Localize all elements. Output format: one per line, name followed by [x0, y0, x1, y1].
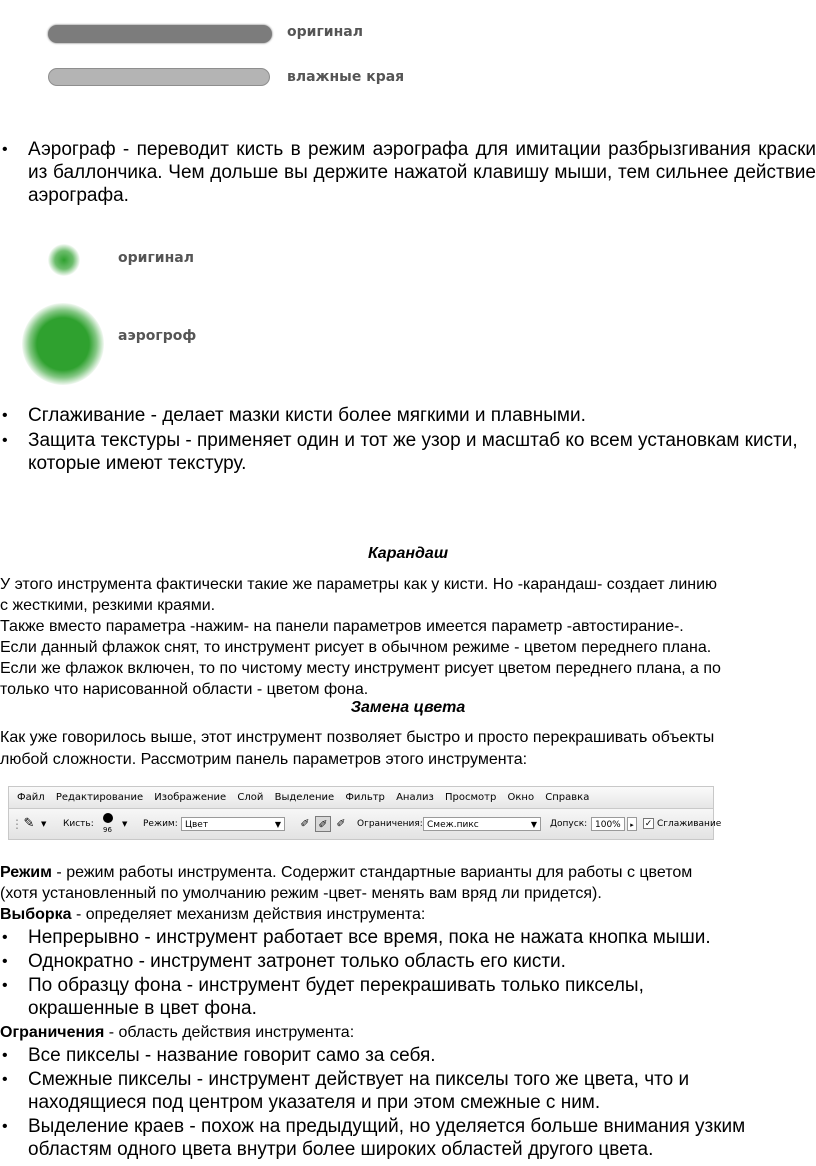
tolerance-slider-arrow-icon[interactable]: ▸: [627, 817, 637, 831]
menu-edit[interactable]: Редактирование: [55, 792, 144, 803]
brush-size-value: 96: [103, 826, 112, 834]
tool-preset-arrow-icon[interactable]: ▼: [41, 820, 47, 828]
original-dot: [48, 244, 80, 276]
limits-select[interactable]: [423, 817, 541, 831]
original-stroke: [48, 25, 272, 43]
chevron-down-icon: ▼: [274, 820, 281, 829]
menu-analysis[interactable]: Анализ: [396, 792, 434, 803]
limits-label: Ограничения:: [357, 819, 423, 829]
limits-edges-item: • Выделение краев - похож на предыдущий, но уделяется больше внимания узким областям одного цвета внутри более широких областей другого цвета.: [0, 1115, 800, 1161]
mode-desc-text: - режим работы инструмента. Содержит стандартные варианты для работы с цветом: [51, 864, 693, 881]
color-replace-heading: Замена цвета: [350, 699, 466, 716]
menu-layer[interactable]: Слой: [237, 792, 264, 803]
limits-contiguous-item: • Смежные пикселы - инструмент действует на пикселы того же цвета, что и находящиеся под центром указателя и при этом смежные с ним.: [0, 1068, 783, 1114]
original-stroke-label: оригинал: [287, 24, 363, 40]
mode-term: Режим: [0, 864, 52, 881]
wet-edges-stroke: [48, 68, 270, 86]
tolerance-input[interactable]: [591, 817, 625, 831]
sampling-background-icon[interactable]: ✐: [336, 817, 346, 830]
mode-select[interactable]: [181, 817, 285, 831]
pencil-line-3: Также вместо параметра -нажим- на панели параметров имеется параметр -автостирание-.: [0, 618, 684, 635]
sampling-continuous-item: • Непрерывно - инструмент работает все время, пока не нажата кнопка мыши.: [0, 926, 760, 949]
color-replace-tool-icon[interactable]: ✎: [23, 816, 35, 831]
menu-view[interactable]: Просмотр: [445, 792, 497, 803]
sampling-once-icon[interactable]: ✐: [315, 816, 331, 832]
brush-label: Кисть:: [63, 819, 94, 829]
menu-bar: [9, 787, 713, 809]
limits-desc: [0, 1022, 816, 1043]
airbrush-original-label: оригинал: [118, 250, 194, 266]
airbrush-item: • Аэрограф - переводит кисть в режим аэрографа для имитации разбрызгивания краски из баллончика. Чем дольше вы держите нажатой клавишу мыши, тем сильнее действие аэрографа.: [0, 138, 816, 207]
brush-options-list: [0, 404, 816, 475]
tolerance-label: Допуск:: [550, 819, 588, 829]
sampling-continuous-icon[interactable]: ✐: [300, 817, 310, 830]
pencil-line-2: с жесткими, резкими краями.: [0, 597, 216, 614]
menu-image[interactable]: Изображение: [154, 792, 227, 803]
grip-icon: ⋮: [11, 817, 23, 831]
menu-file[interactable]: Файл: [17, 792, 45, 803]
pencil-heading: Карандаш: [367, 545, 449, 562]
airbrush-dot: [22, 303, 104, 385]
mode-select-value: Цвет: [185, 820, 209, 830]
sampling-once-item: • Однократно - инструмент затронет только область его кисти.: [0, 950, 760, 973]
limits-all-item: • Все пикселы - название говорит само за себя.: [0, 1044, 800, 1067]
brush-picker-arrow-icon[interactable]: ▼: [122, 820, 128, 828]
limits-term: Ограничения: [0, 1024, 105, 1041]
sampling-term: Выборка: [0, 906, 72, 923]
mode-desc-line-1: [0, 862, 816, 883]
smoothing-item: • Сглаживание - делает мазки кисти более мягкими и плавными.: [0, 404, 816, 427]
antialias-label: Сглаживание: [657, 819, 722, 829]
sampling-text: - определяет механизм действия инструмента:: [71, 906, 426, 923]
airbrush-list: [0, 138, 816, 207]
menu-window[interactable]: Окно: [507, 792, 535, 803]
tolerance-value: 100%: [595, 820, 621, 830]
airbrush-label: аэрогроф: [118, 328, 197, 344]
color-replace-line-1: Как уже говорилось выше, этот инструмент позволяет быстро и просто перекрашивать объекты: [0, 729, 715, 746]
pencil-line-5: Если же флажок включен, то по чистому месту инструмент рисует цветом переднего плана, а по: [0, 660, 721, 677]
limits-list: [0, 1044, 800, 1161]
pencil-line-4: Если данный флажок снят, то инструмент рисует в обычном режиме - цветом переднего плана.: [0, 639, 712, 656]
wet-edges-label: влажные края: [287, 69, 405, 85]
sampling-desc: [0, 904, 816, 925]
menu-select[interactable]: Выделение: [274, 792, 335, 803]
pencil-line-6: только что нарисованной области - цветом фона.: [0, 681, 369, 698]
menu-help[interactable]: Справка: [545, 792, 590, 803]
chevron-down-icon: ▼: [530, 820, 537, 829]
limits-text: - область действия инструмента:: [104, 1024, 355, 1041]
mode-desc-line-2: (хотя установленный по умолчанию режим -цвет- менять вам вряд ли придется).: [0, 885, 602, 902]
toolbar-screenshot: [8, 786, 722, 840]
pencil-line-1: У этого инструмента фактически такие же параметры как у кисти. Но -карандаш- создает линию: [0, 576, 718, 593]
color-replace-line-2: любой сложности. Рассмотрим панель параметров этого инструмента:: [0, 751, 528, 768]
sampling-background-item: • По образцу фона - инструмент будет перекрашивать только пикселы, окрашенные в цвет фона.: [0, 974, 730, 1020]
texture-protect-item: • Защита текстуры - применяет один и тот же узор и масштаб ко всем установкам кисти, которые имеют текстуру.: [0, 429, 816, 475]
brush-preview-dot[interactable]: [103, 813, 113, 823]
sampling-list: [0, 926, 760, 1020]
menu-filter[interactable]: Фильтр: [345, 792, 385, 803]
options-bar: [9, 809, 722, 839]
antialias-checkbox[interactable]: ✓: [644, 819, 653, 829]
mode-label: Режим:: [143, 819, 178, 829]
limits-select-value: Смеж.пикс: [427, 820, 479, 830]
